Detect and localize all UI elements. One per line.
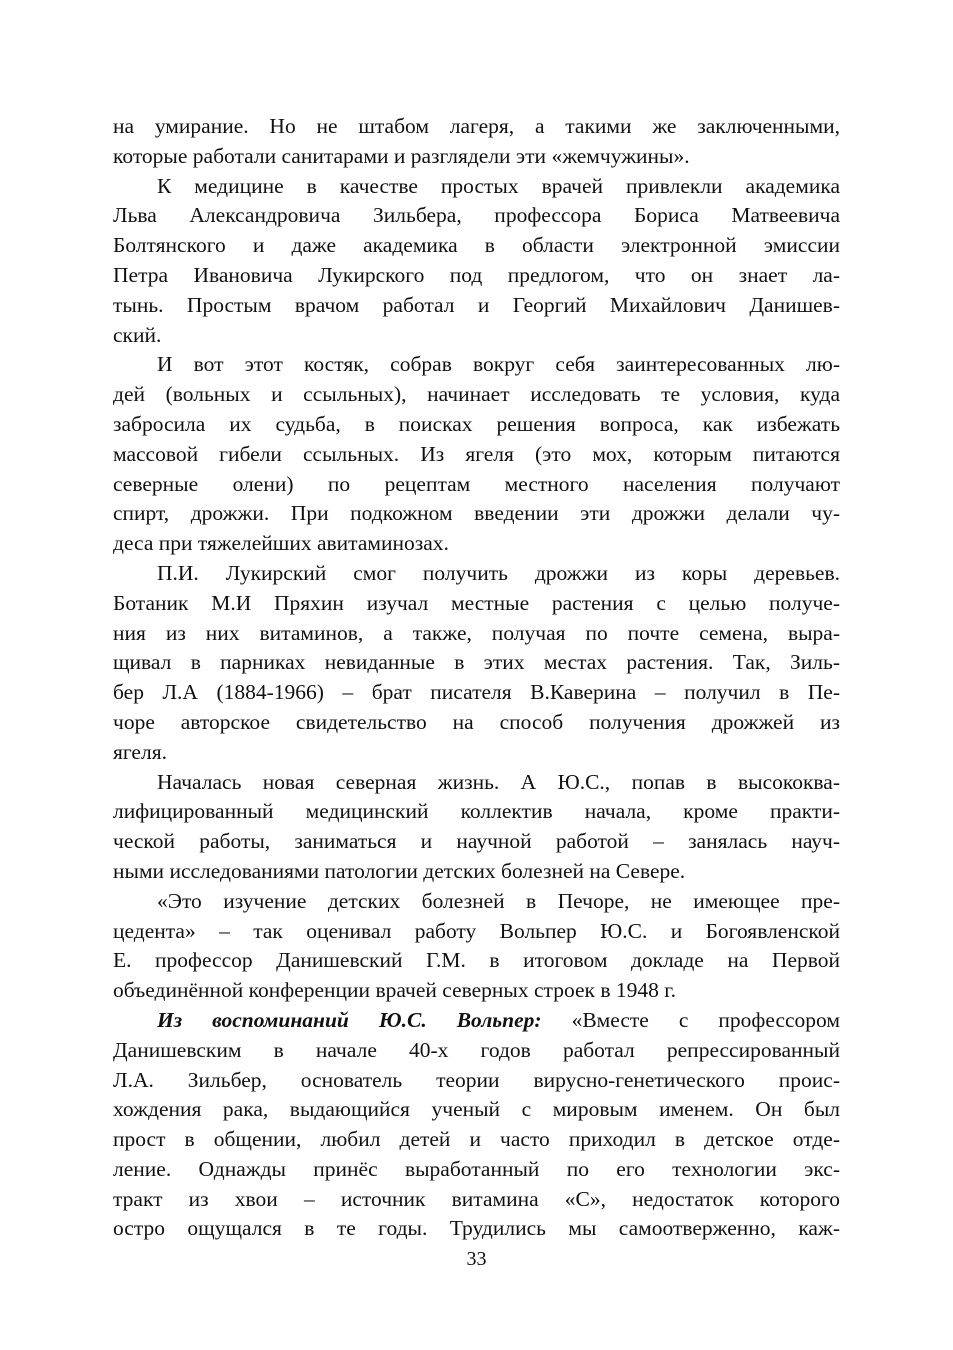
text-line: «Это изучение детских болезней в Печоре, не имеющее пре-: [157, 888, 840, 913]
text-line: дей (вольных и ссыльных), начинает исследовать те условия, куда: [113, 382, 840, 407]
paragraph: [113, 172, 840, 351]
text-line: прост в общении, любил детей и часто приходил в детское отде-: [113, 1127, 840, 1152]
text-line: Петра Ивановича Лукирского под предлогом, что он знает ла-: [113, 262, 840, 287]
text-line: тынь. Простым врачом работал и Георгий Михайлович Данишев-: [113, 292, 840, 317]
text-line: массовой гибели ссыльных. Из ягеля (это мох, которым питаются: [113, 441, 840, 466]
text-line: ными исследованиями патологии детских болезней на Севере.: [113, 858, 686, 883]
text-line: остро ощущался в те годы. Трудились мы самоотверженно, каж-: [113, 1216, 840, 1241]
text-line: хождения рака, выдающийся ученый с мировым именем. Он был: [113, 1097, 840, 1122]
text-line: щивал в парниках невиданные в этих местах растения. Так, Зиль-: [113, 650, 840, 675]
text-line: забросила их судьба, в поисках решения вопроса, как избежать: [113, 411, 840, 436]
text-line: ление. Однажды принёс выработанный по его технологии экс-: [113, 1156, 840, 1181]
text-line: северные олени) по рецептам местного населения получают: [113, 471, 840, 496]
text-line: Болтянского и даже академика в области электронной эмиссии: [113, 233, 840, 258]
text-line: на умирание. Но не штабом лагеря, а такими же заключенными,: [113, 114, 840, 138]
text-line: К медицине в качестве простых врачей привлекли академика: [157, 173, 840, 198]
text-line: бер Л.А (1884-1966) – брат писателя В.Каверина – получил в Пе-: [113, 680, 840, 705]
text-line: Е. профессор Данишевский Г.М. в итоговом докладе на Первой: [113, 948, 840, 973]
text-line: И вот этот костяк, собрав вокруг себя заинтересованных лю-: [157, 352, 840, 377]
text-line: цедента» – так оценивал работу Вольпер Ю.С. и Богоявленской: [113, 918, 840, 943]
memoir-lead-rest: «Вместе с профессором: [541, 1007, 840, 1032]
text-line-with-lead: [113, 1006, 840, 1036]
paragraph: [113, 887, 840, 1006]
memoir-lead-heading: Из воспоминаний Ю.С. Вольпер:: [157, 1007, 542, 1032]
text-line: тракт из хвои – источник витамина «С», недостаток которого: [113, 1186, 840, 1211]
paragraph: [113, 768, 840, 887]
text-line: деса при тяжелейших авитаминозах.: [113, 531, 449, 556]
paragraph: [113, 112, 840, 172]
text-line: которые работали санитарами и разглядели эти «жемчужины».: [113, 143, 690, 168]
text-line: Ботаник М.И Пряхин изучал местные растения с целью получе-: [113, 590, 840, 615]
text-line: чоре авторское свидетельство на способ получения дрожжей из: [113, 709, 840, 734]
paragraph-memoir: [113, 1006, 840, 1244]
text-line: спирт, дрожжи. При подкожном введении эти дрожжи делали чу-: [113, 501, 840, 526]
paragraph: [113, 559, 840, 768]
text-line: объединённой конференции врачей северных строек в 1948 г.: [113, 978, 676, 1003]
text-line: ческой работы, заниматься и научной работой – занялась науч-: [113, 829, 840, 854]
text-line: ния из них витаминов, а также, получая по почте семена, выра-: [113, 620, 840, 645]
text-line: Льва Александровича Зильбера, профессора Бориса Матвеевича: [113, 203, 840, 228]
text-line: Данишевским в начале 40-х годов работал репрессированный: [113, 1037, 840, 1062]
paragraph: [113, 350, 840, 559]
text-line: лифицированный медицинский коллектив начала, кроме практи-: [113, 799, 840, 824]
page-number: 33: [466, 1248, 487, 1270]
text-line: Началась новая северная жизнь. А Ю.С., попав в высококва-: [157, 769, 840, 794]
text-line: ский.: [113, 322, 162, 347]
text-line: П.И. Лукирский смог получить дрожжи из коры деревьев.: [157, 560, 840, 585]
text-line: Л.А. Зильбер, основатель теории вирусно-генетического проис-: [113, 1067, 840, 1092]
text-line: ягеля.: [113, 739, 167, 764]
page-body: [113, 112, 840, 1244]
